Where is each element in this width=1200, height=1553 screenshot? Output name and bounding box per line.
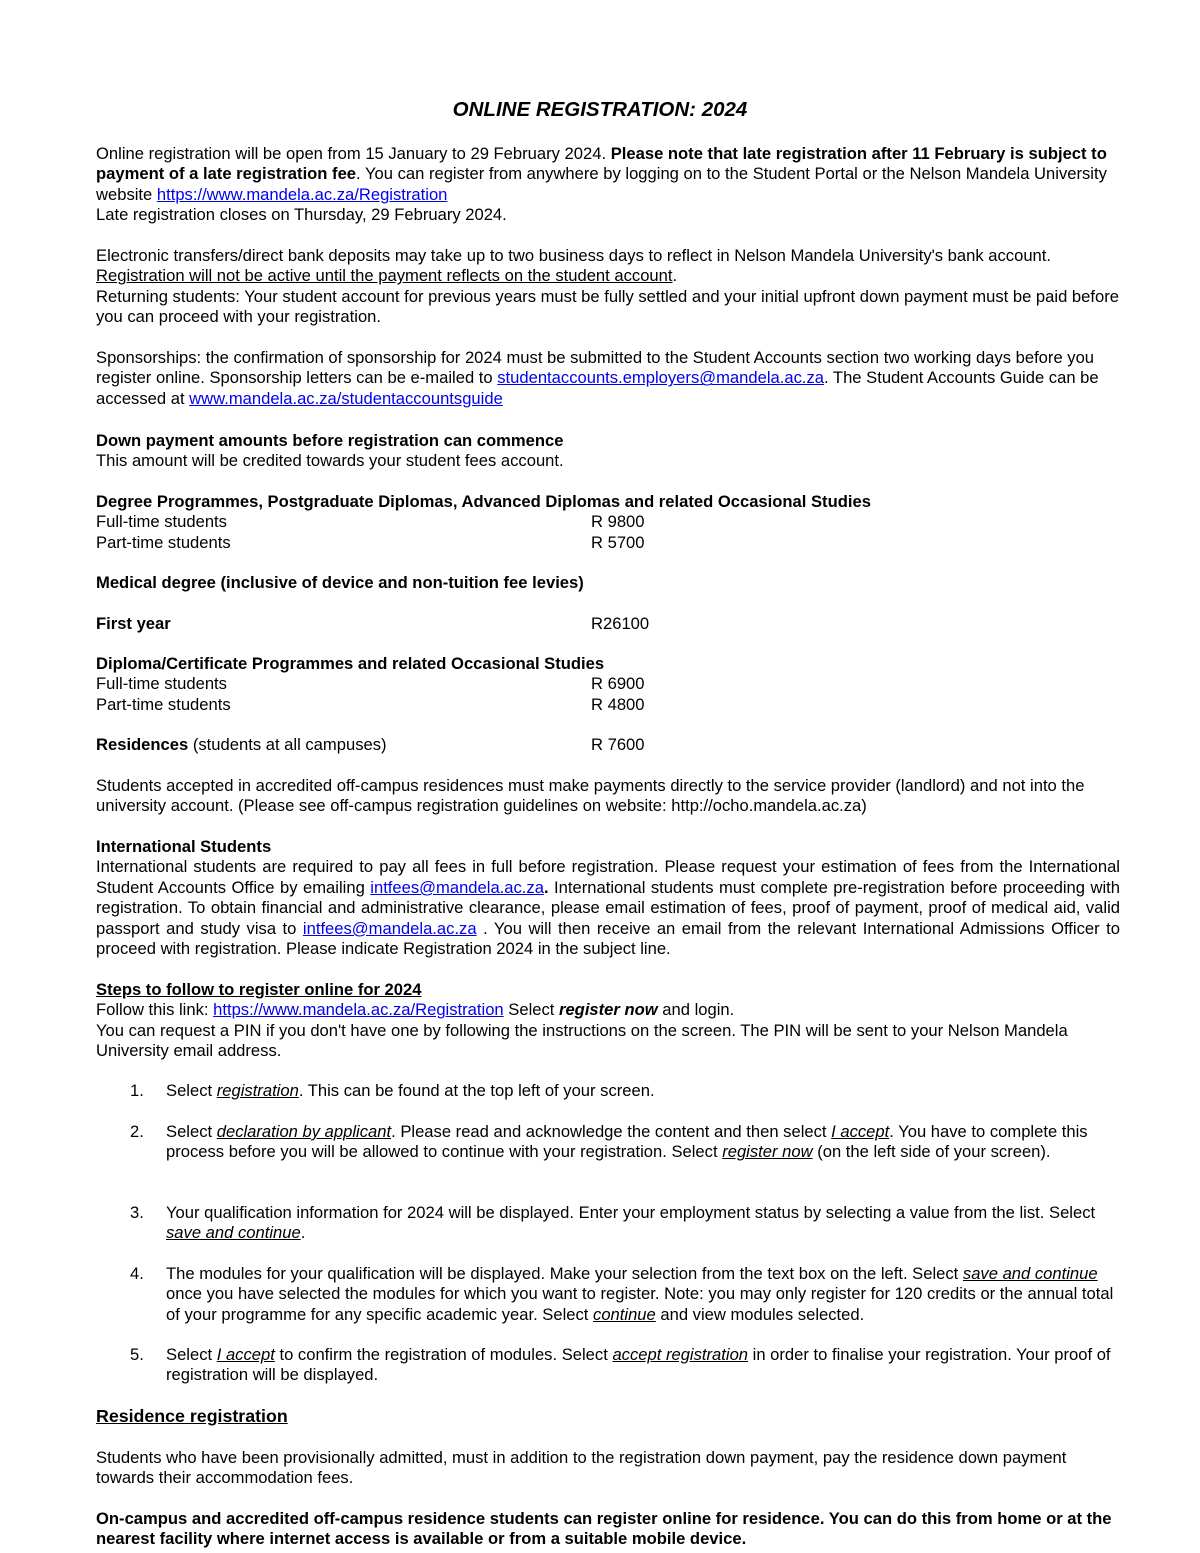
- intro-text-2: . You can register from anywhere by logging on to the Student Portal or the Nelson Mandela University website: [96, 164, 1107, 204]
- fee-row: [96, 695, 1120, 715]
- medical-heading: Medical degree (inclusive of device and non-tuition fee levies): [96, 573, 584, 592]
- sponsorship-email-link[interactable]: studentaccounts.employers@mandela.ac.za: [497, 368, 825, 388]
- step-text: The modules for your qualification will be displayed. Make your selection from the text box on the left. Select: [166, 1264, 963, 1283]
- diploma-heading: Diploma/Certificate Programmes and related Occasional Studies: [96, 654, 605, 673]
- international-heading: International Students: [96, 837, 272, 856]
- international-paragraph: [96, 857, 1120, 959]
- step-text: in order to finalise your registration. Your proof of registration will be displayed.: [166, 1345, 1111, 1385]
- residences-fee: [96, 735, 1120, 755]
- step-text: .: [300, 1223, 306, 1243]
- sponsorship-text-2: . The Student Accounts Guide can be accessed at: [96, 368, 1099, 408]
- fee-amount: R 9800: [591, 512, 645, 532]
- intro-section: [96, 144, 1120, 226]
- intfees-email-link[interactable]: intfees@mandela.ac.za: [370, 877, 544, 897]
- fee-row: [96, 614, 1120, 634]
- list-number: 5.: [130, 1345, 144, 1364]
- list-number: 2.: [130, 1122, 144, 1141]
- fee-label: [96, 735, 387, 755]
- intfees-email-link-2[interactable]: intfees@mandela.ac.za: [302, 918, 477, 938]
- period: .: [543, 877, 549, 897]
- intro-paragraph: [96, 144, 1120, 205]
- intro-text: Online registration will be open from 15 January to 29 February 2024.: [96, 144, 611, 163]
- fee-label: Full-time students: [96, 674, 227, 694]
- late-fee-notice: Please note that late registration after 11 February is subject to payment of a late registration fee: [96, 144, 1107, 184]
- medical-first-year: [96, 614, 1120, 634]
- pin-text: You can request a PIN if you don't have one by following the instructions on the screen. The PIN will be sent to your Nelson Mandela University email address.: [96, 1020, 1068, 1061]
- step-emphasis: save and continue: [166, 1223, 301, 1243]
- steps-heading: Steps to follow to register online for 2024: [96, 980, 422, 999]
- medical-section: [96, 573, 1120, 593]
- step-emphasis: accept registration: [612, 1345, 749, 1364]
- step-text: (on the left side of your screen).: [812, 1142, 1051, 1162]
- steps-list: [96, 1122, 1120, 1163]
- step-text: . You have to complete this process before you will be allowed to continue with your registration. Select: [166, 1122, 1088, 1162]
- list-number: 3.: [130, 1203, 144, 1222]
- and-login-text: and login.: [657, 1000, 735, 1020]
- list-item: [96, 1264, 1120, 1325]
- registration-link[interactable]: https://www.mandela.ac.za/Registration: [156, 184, 448, 204]
- residence-registration-text: Students who have been provisionally admitted, must in addition to the registration down payment, pay the residence down payment towards their accommodation fees.: [96, 1448, 1067, 1488]
- list-item: [96, 1122, 1120, 1163]
- down-payment-note: This amount will be credited towards your student fees account.: [96, 451, 564, 471]
- step-text: Select: [166, 1122, 217, 1141]
- sponsorship-section: [96, 348, 1120, 409]
- international-text-3: . You will then receive an email from the relevant International Admissions Officer to proceed with registration. Please indicate Registration 2024 in the subject line.: [96, 918, 1120, 959]
- step-text: Select: [166, 1345, 217, 1364]
- fee-row: [96, 735, 1120, 755]
- step-emphasis: save and continue: [962, 1264, 1098, 1283]
- steps-list: [96, 1345, 1120, 1386]
- sponsorship-paragraph: [96, 348, 1120, 409]
- payment-reflect-underlined: Registration will not be active until the payment reflects on the student account: [96, 266, 673, 286]
- fee-label: Part-time students: [96, 694, 231, 714]
- step-emphasis: I accept: [216, 1345, 275, 1364]
- steps-list: [96, 1081, 1120, 1101]
- international-text: International students are required to pay all fees in full before registration. Please request your estimation of fees from the International Student Accounts Office by emailing: [96, 857, 1120, 897]
- step-emphasis: I accept: [831, 1122, 890, 1141]
- step-emphasis: register now: [722, 1142, 813, 1162]
- fee-row: [96, 512, 1120, 532]
- fee-row: [96, 533, 1120, 553]
- steps-follow-link: [96, 1000, 1120, 1020]
- register-now-text: register now: [559, 1000, 658, 1020]
- fee-label: Full-time students: [96, 512, 227, 532]
- degree-section: [96, 492, 1120, 553]
- select-text: Select: [503, 1000, 559, 1020]
- degree-heading: Degree Programmes, Postgraduate Diplomas, Advanced Diplomas and related Occasional Studies: [96, 492, 871, 511]
- down-payment-heading: Down payment amounts before registration can commence: [96, 431, 564, 450]
- list-item: [96, 1203, 1120, 1244]
- list-item: [96, 1081, 1120, 1101]
- residence-registration-section: [96, 1406, 1120, 1426]
- offcampus-section: [96, 776, 1120, 817]
- page-title: ONLINE REGISTRATION: 2024: [452, 98, 748, 121]
- fee-amount: R26100: [591, 614, 650, 633]
- diploma-section: [96, 654, 1120, 715]
- fee-label: First year: [96, 614, 171, 633]
- list-number: 1.: [130, 1081, 144, 1100]
- residence-online-note: On-campus and accredited off-campus residence students can register online for residence. You can do this from home or at the nearest facility where internet access is available or from a suitable mobile device.: [96, 1509, 1112, 1549]
- step-text: . Please read and acknowledge the content and then select: [391, 1122, 832, 1141]
- follow-text: Follow this link:: [96, 1000, 214, 1020]
- returning-students-text: Returning students: Your student account for previous years must be fully settled and your initial upfront down payment must be paid before you can proceed with your registration.: [96, 286, 1119, 327]
- steps-list: [96, 1203, 1120, 1244]
- late-close-text: Late registration closes on Thursday, 29 February 2024.: [96, 205, 507, 225]
- fee-amount: R 7600: [591, 735, 645, 754]
- step-text: Select: [166, 1081, 217, 1100]
- sponsorship-text: Sponsorships: the confirmation of sponsorship for 2024 must be submitted to the Student Accounts section two working days before you register online. Sponsorship letters can be e-mailed to: [96, 348, 1095, 388]
- step-text: and view modules selected.: [655, 1304, 865, 1324]
- step-emphasis: registration: [216, 1081, 299, 1100]
- fee-amount: R 6900: [591, 674, 645, 694]
- step-text: to confirm the registration of modules. Select: [274, 1345, 613, 1364]
- residence-registration-body: [96, 1448, 1120, 1489]
- transfers-section: [96, 246, 1120, 328]
- fee-amount: R 4800: [591, 694, 645, 714]
- payment-reflect-note: [96, 266, 1120, 286]
- list-item: [96, 1345, 1120, 1386]
- residences-label: Residences: [96, 735, 189, 754]
- residence-registration-bold: [96, 1509, 1120, 1550]
- fee-amount: R 5700: [591, 532, 645, 552]
- step-emphasis: declaration by applicant: [216, 1122, 392, 1141]
- international-text-2: International students must complete pre-registration before proceeding with registration. To obtain financial and administrative clearance, please email estimation of fees, proof of payment, proof of medical aid, valid passport and study visa to: [96, 877, 1120, 938]
- down-payment-section: [96, 431, 1120, 472]
- transfers-text: Electronic transfers/direct bank deposits may take up to two business days to reflect in Nelson Mandela University's bank account.: [96, 246, 1052, 265]
- international-section: [96, 837, 1120, 959]
- step-text: Your qualification information for 2024 will be displayed. Enter your employment status by selecting a value from the list. Select: [166, 1203, 1096, 1222]
- step-emphasis: continue: [593, 1304, 656, 1324]
- step-text: once you have selected the modules for which you want to register. Note: you may only register for 120 credits or the annual total of your programme for any specific academic year. Select: [166, 1284, 1114, 1324]
- list-number: 4.: [130, 1264, 144, 1283]
- steps-list: [96, 1264, 1120, 1325]
- fee-row: [96, 674, 1120, 694]
- step-text: . This can be found at the top left of your screen.: [298, 1081, 655, 1100]
- residence-registration-heading: Residence registration: [96, 1406, 288, 1426]
- residences-label-rest: (students at all campuses): [188, 735, 387, 754]
- steps-section: [96, 980, 1120, 1062]
- steps-registration-link[interactable]: https://www.mandela.ac.za/Registration: [213, 1000, 504, 1020]
- accounts-guide-link[interactable]: www.mandela.ac.za/studentaccountsguide: [189, 388, 503, 408]
- offcampus-text: Students accepted in accredited off-campus residences must make payments directly to the service provider (landlord) and not into the university account. (Please see off-campus registration guidelines on website: http://ocho.mandela.ac.za): [96, 776, 1085, 816]
- fee-label: Part-time students: [96, 532, 231, 552]
- period: .: [672, 266, 678, 286]
